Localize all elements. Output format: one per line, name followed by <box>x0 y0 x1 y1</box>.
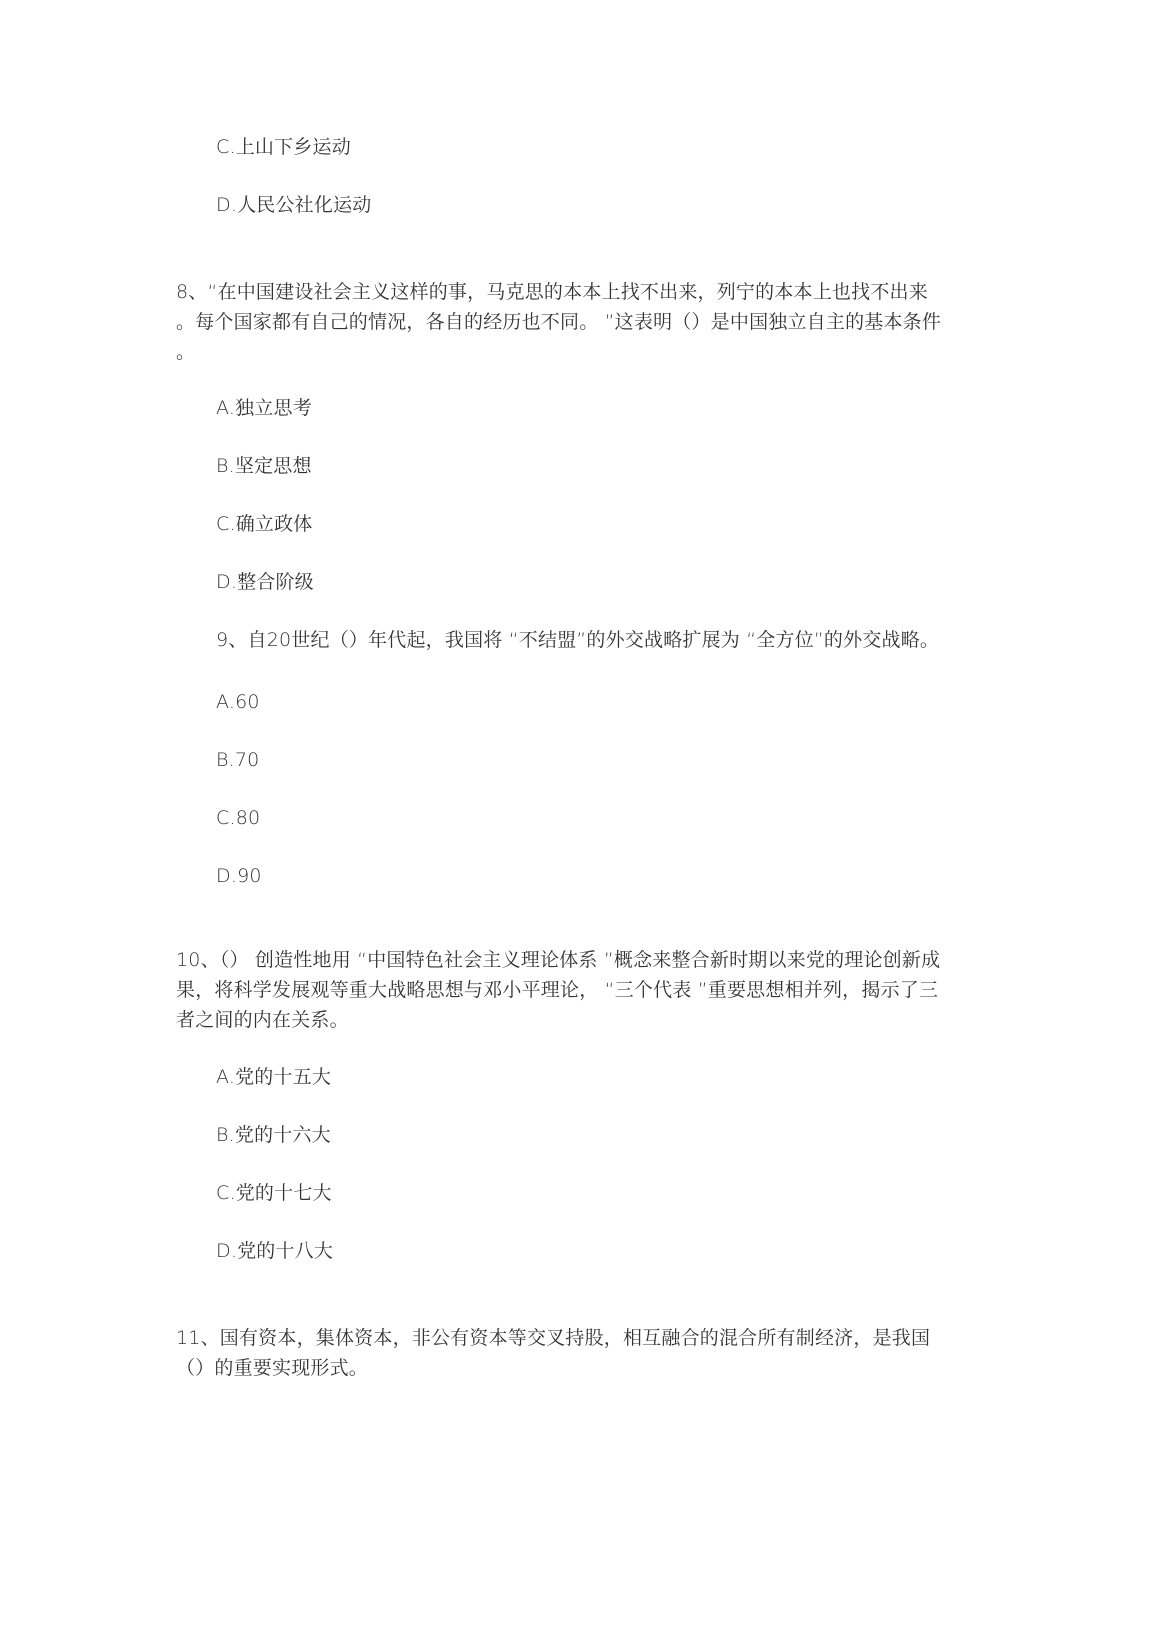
q8-option-b: B.坚定思想 <box>216 455 312 477</box>
q10-option-c: C.党的十七大 <box>216 1182 332 1204</box>
q9-option-b: B.70 <box>216 749 260 771</box>
q8-option-c: C.确立政体 <box>216 513 313 535</box>
q10-stem-line-2: 果，将科学发展观等重大战略思想与邓小平理论， “三个代表 ”重要思想相并列，揭示了三 <box>176 979 939 1001</box>
q8-stem-line-1: 8、“在中国建设社会主义这样的事，马克思的本本上找不出来，列宁的本本上也找不出来 <box>176 281 928 303</box>
q7-option-c: C.上山下乡运动 <box>216 136 351 158</box>
q9-stem: 9、自20世纪（）年代起，我国将 “不结盟”的外交战略扩展为 “全方位”的外交战略。 <box>216 629 940 651</box>
q8-option-a: A.独立思考 <box>216 397 312 419</box>
q10-option-a: A.党的十五大 <box>216 1066 332 1088</box>
q10-option-b: B.党的十六大 <box>216 1124 331 1146</box>
q10-stem-line-1: 10、（） 创造性地用 “中国特色社会主义理论体系 ”概念来整合新时期以来党的理论创新成 <box>176 949 941 971</box>
q10-option-d: D.党的十八大 <box>216 1240 334 1262</box>
q11-stem-line-1: 11、国有资本，集体资本，非公有资本等交叉持股，相互融合的混合所有制经济，是我国 <box>176 1327 931 1349</box>
q8-stem-line-2: 。每个国家都有自己的情况，各自的经历也不同。 ”这表明（）是中国独立自主的基本条件 <box>176 311 942 333</box>
q10-stem-line-3: 者之间的内在关系。 <box>176 1009 349 1031</box>
q7-option-d: D.人民公社化运动 <box>216 194 372 216</box>
q8-stem-line-3: 。 <box>176 341 196 363</box>
q8-option-d: D.整合阶级 <box>216 571 314 593</box>
q9-option-a: A.60 <box>216 691 260 713</box>
q11-stem-line-2: （）的重要实现形式。 <box>176 1357 369 1379</box>
q9-option-d: D.90 <box>216 865 262 887</box>
q9-option-c: C.80 <box>216 807 261 829</box>
